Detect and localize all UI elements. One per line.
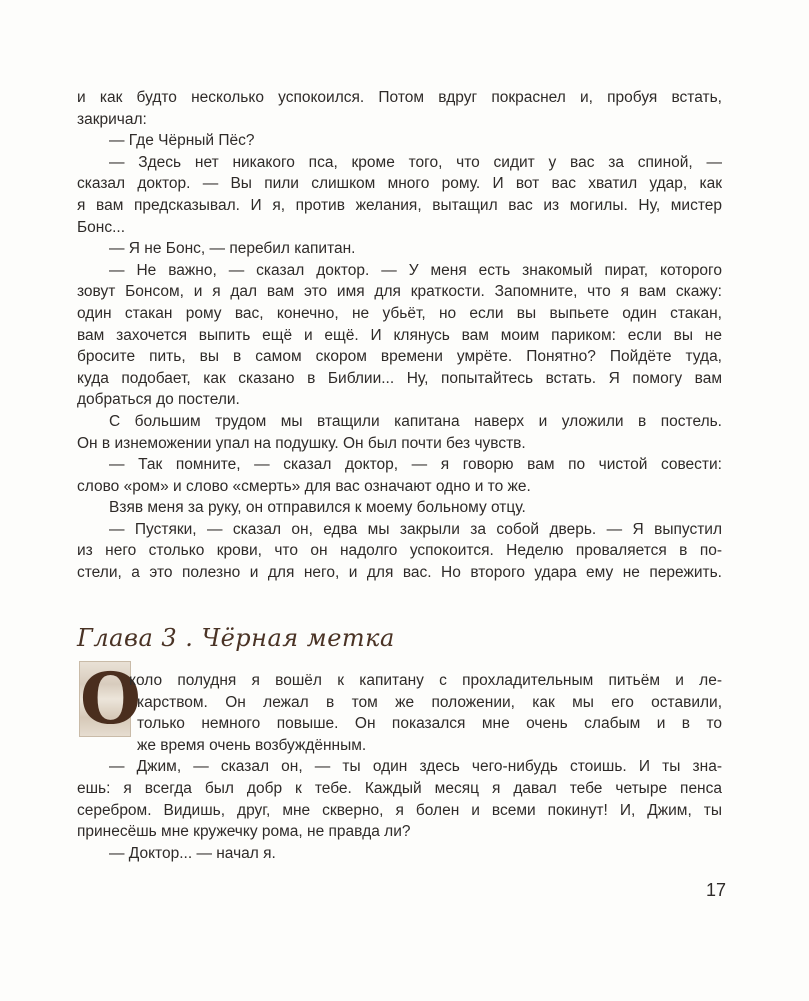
text-line: ешь: я всегда был добр к тебе. Каждый месяц я давал тебе четыре пенса	[77, 779, 722, 797]
text-line: — Не важно, — сказал доктор. — У меня есть знакомый пират, которого	[109, 261, 722, 279]
text-line: коло полудня я вошёл к капитану с прохладительным питьём и ле-	[129, 672, 722, 689]
text-line: закричал:	[77, 110, 147, 128]
text-line: — Где Чёрный Пёс?	[109, 132, 255, 150]
text-line: карством. Он лежал в том же положении, как мы его оставили,	[137, 693, 722, 711]
text-line: Взяв меня за руку, он отправился к моему больному отцу.	[109, 499, 526, 517]
text-line: добраться до постели.	[77, 391, 240, 409]
text-line: Бонс...	[77, 218, 126, 236]
text-line: — Так помните, — сказал доктор, — я говорю вам по чистой совести:	[109, 456, 722, 474]
text-line: — Здесь нет никакого пса, кроме того, что сидит у вас за спиной, —	[109, 153, 722, 171]
text-line: зовут Бонсом, и я дал вам это имя для краткости. Запомните, что я вам скажу:	[77, 283, 722, 301]
text-line: С большим трудом мы втащили капитана наверх и уложили в постель.	[109, 412, 722, 430]
text-line: куда подобает, как сказано в Библии... Ну, попытайтесь встать. Я помогу вам	[77, 369, 722, 387]
text-line: — Пустяки, — сказал он, едва мы закрыли за собой дверь. — Я выпустил	[109, 520, 722, 538]
chapter-title: Глава 3 . Чёрная метка	[77, 624, 395, 652]
text-line: бросите пить, вы в самом скором времени умрёте. Понятно? Пойдёте туда,	[77, 348, 722, 366]
drop-cap-letter: О	[80, 657, 141, 740]
text-line: из него столько крови, что он надолго успокоится. Неделю проваляется в по-	[77, 542, 722, 560]
text-line: принесёшь мне кружечку рома, не правда ли?	[77, 823, 411, 841]
chapter-text	[77, 670, 722, 864]
text-line: — Доктор... — начал я.	[109, 844, 276, 862]
page-number: 17	[706, 880, 727, 900]
text-line: — Я не Бонс, — перебил капитан.	[109, 240, 356, 258]
text-line: стели, а это полезно и для него, и для вас. Но второго удара ему не пережить.	[77, 564, 722, 582]
text-line: один стакан рому вас, конечно, не убьёт, но если вы выпьете один стакан,	[77, 304, 722, 322]
text-line: я вам предсказывал. И я, против желания, вытащил вас из могилы. Ну, мистер	[77, 196, 722, 214]
body-text	[77, 87, 722, 584]
text-line: Он в изнеможении упал на подушку. Он был почти без чувств.	[77, 434, 526, 452]
text-line: и как будто несколько успокоился. Потом вдруг покраснел и, пробуя встать,	[77, 89, 722, 106]
text-line: сказал доктор. — Вы пили слишком много рому. И вот вас хватил удар, как	[77, 175, 722, 193]
text-line: слово «ром» и слово «смерть» для вас означают одно и то же.	[77, 477, 531, 495]
text-line: только немного повыше. Он показался мне очень слабым и в то	[137, 715, 722, 733]
text-line: вам захочется выпить ещё и ещё. И клянусь вам моим париком: если вы не	[77, 326, 722, 344]
text-line: — Джим, — сказал он, — ты один здесь чего-нибудь стоишь. И ты зна-	[109, 758, 722, 776]
text-line: же время очень возбуждённым.	[137, 736, 367, 754]
text-line: серебром. Видишь, друг, мне скверно, я болен и всеми покинут! И, Джим, ты	[77, 801, 722, 819]
